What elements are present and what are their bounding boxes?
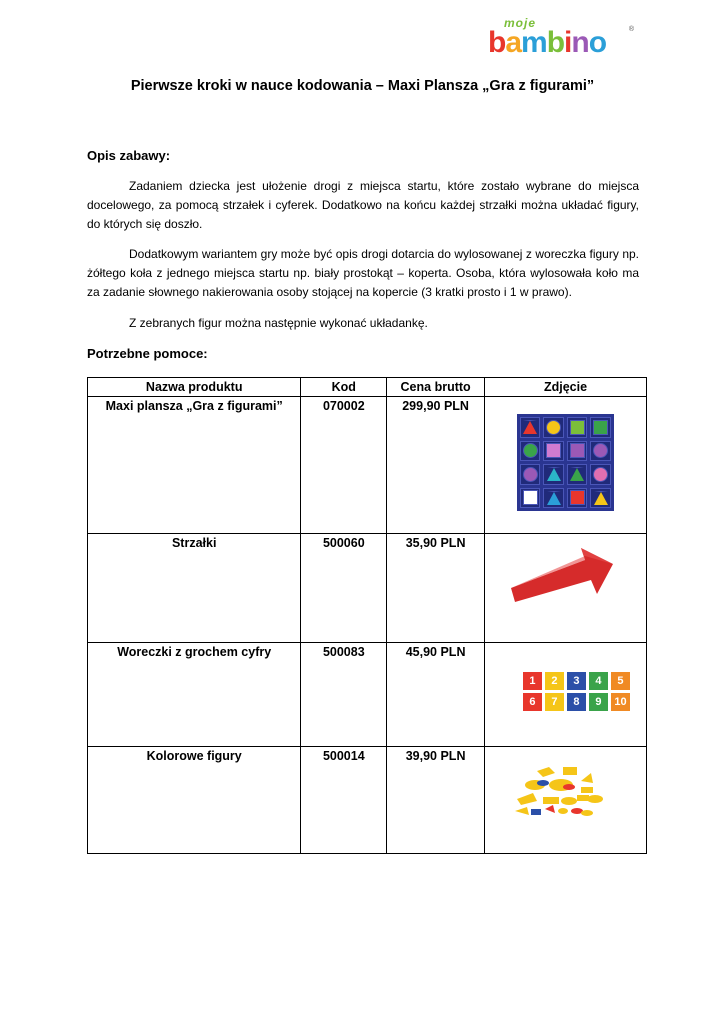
board-cell xyxy=(520,417,541,438)
shape-piece xyxy=(587,795,603,803)
board-circle-shape xyxy=(593,443,608,458)
board-cell xyxy=(567,417,588,438)
product-name: Maxi plansza „Gra z figurami” xyxy=(88,397,301,534)
header-product-name: Nazwa produktu xyxy=(88,378,301,397)
board-cell xyxy=(543,488,564,509)
board-cell xyxy=(543,417,564,438)
shape-piece xyxy=(581,810,593,816)
paragraph-text: Z zebranych figur można następnie wykonać układankę. xyxy=(129,316,428,330)
number-bags-photo xyxy=(485,643,646,711)
paragraph-text: Zadaniem dziecka jest ułożenie drogi z miejsca startu, które zostało wybrane do miejsca docelowego, za pomocą strzałek i cyferek. Dodatkowo na końcu każdej strzałki można układać figury, do których się doszło. xyxy=(87,179,639,231)
board-circle-shape xyxy=(523,467,538,482)
number-bag: 2 xyxy=(545,672,564,690)
shape-piece xyxy=(537,767,555,777)
board-cell xyxy=(567,488,588,509)
header-code: Kod xyxy=(301,378,387,397)
logo-moje-text: moje xyxy=(504,16,537,30)
table-row xyxy=(88,534,647,643)
product-photo-cell xyxy=(484,643,646,747)
shape-piece xyxy=(561,797,577,805)
shape-piece xyxy=(543,797,559,804)
number-bag: 1 xyxy=(523,672,542,690)
board-cell xyxy=(590,464,611,485)
board-cell xyxy=(520,441,541,462)
board-cell xyxy=(567,441,588,462)
board-circle-shape xyxy=(593,467,608,482)
board-square-shape xyxy=(523,490,538,505)
product-photo-cell xyxy=(484,747,646,854)
header-price: Cena brutto xyxy=(387,378,485,397)
section-heading-description: Opis zabawy: xyxy=(87,148,171,163)
board-triangle-shape xyxy=(547,467,561,481)
shape-piece xyxy=(515,807,529,815)
number-bag: 7 xyxy=(545,693,564,711)
shape-piece xyxy=(581,787,593,793)
logo-letter: m xyxy=(521,26,547,59)
number-bag: 9 xyxy=(589,693,608,711)
board-square-shape xyxy=(593,420,608,435)
paragraph-2 xyxy=(87,245,639,302)
product-price: 299,90 PLN xyxy=(387,397,485,534)
paragraph-3 xyxy=(87,314,639,333)
number-bag: 10 xyxy=(611,693,630,711)
shape-piece xyxy=(563,784,575,790)
product-price: 35,90 PLN xyxy=(387,534,485,643)
number-bag: 8 xyxy=(567,693,586,711)
number-bag: 3 xyxy=(567,672,586,690)
bambino-logo xyxy=(488,16,640,60)
shape-piece xyxy=(577,795,589,801)
board-cell xyxy=(543,441,564,462)
board-triangle-shape xyxy=(594,491,608,505)
shape-piece xyxy=(581,773,593,783)
number-bag: 6 xyxy=(523,693,542,711)
red-arrow-shape xyxy=(511,548,613,602)
board-cell xyxy=(590,488,611,509)
product-code: 500060 xyxy=(301,534,387,643)
product-name: Kolorowe figury xyxy=(88,747,301,854)
shape-piece xyxy=(531,809,541,815)
shape-piece xyxy=(517,793,537,805)
board-triangle-shape xyxy=(523,420,537,434)
products-table xyxy=(87,377,647,854)
logo-letter: a xyxy=(505,26,522,59)
shape-piece xyxy=(558,808,568,814)
table-row xyxy=(88,747,647,854)
logo-letter: i xyxy=(564,26,572,59)
board-circle-shape xyxy=(546,420,561,435)
arrow-photo xyxy=(485,534,645,614)
section-heading-materials: Potrzebne pomoce: xyxy=(87,346,208,361)
paragraph-1 xyxy=(87,177,639,234)
product-name: Strzałki xyxy=(88,534,301,643)
shape-piece xyxy=(537,780,549,786)
header-photo: Zdjęcie xyxy=(484,378,646,397)
shape-piece xyxy=(563,767,577,775)
board-square-shape xyxy=(570,443,585,458)
board-square-shape xyxy=(570,420,585,435)
board-cell xyxy=(590,441,611,462)
board-cell xyxy=(520,464,541,485)
product-photo-cell xyxy=(484,534,646,643)
board-triangle-shape xyxy=(570,467,584,481)
logo-letter: o xyxy=(588,26,607,59)
logo-letter: b xyxy=(488,26,506,59)
product-photo-cell xyxy=(484,397,646,534)
board-square-shape xyxy=(570,490,585,505)
logo-letter: n xyxy=(571,26,589,59)
product-price: 39,90 PLN xyxy=(387,747,485,854)
page-title: Pierwsze kroki w nauce kodowania – Maxi Plansza „Gra z figurami” xyxy=(130,78,595,94)
board-triangle-shape xyxy=(547,491,561,505)
board-circle-shape xyxy=(523,443,538,458)
product-name: Woreczki z grochem cyfry xyxy=(88,643,301,747)
product-price: 45,90 PLN xyxy=(387,643,485,747)
registered-mark: ® xyxy=(628,26,634,33)
number-bag: 5 xyxy=(611,672,630,690)
table-row xyxy=(88,643,647,747)
table-row xyxy=(88,397,647,534)
product-code: 500083 xyxy=(301,643,387,747)
shape-piece xyxy=(545,805,555,813)
board-photo xyxy=(517,414,614,511)
board-cell xyxy=(543,464,564,485)
board-cell xyxy=(567,464,588,485)
product-code: 070002 xyxy=(301,397,387,534)
number-bag: 4 xyxy=(589,672,608,690)
shapes-photo xyxy=(485,747,645,847)
product-code: 500014 xyxy=(301,747,387,854)
board-cell xyxy=(520,488,541,509)
logo-letter: b xyxy=(546,26,565,59)
logo-bambino-text xyxy=(488,26,606,60)
table-header-row xyxy=(88,378,647,397)
board-cell xyxy=(590,417,611,438)
paragraph-text: Dodatkowym wariantem gry może być opis drogi dotarcia do wylosowanej z woreczka figury np. żółtego koła z jednego miejsca startu np. biały prostokąt – koperta. Osoba, która wylosowała koło ma za zadanie słownego nakierowania osoby stojącej na kopercie (3 kratki prosto i 1 w prawo). xyxy=(87,247,639,299)
board-square-shape xyxy=(546,443,561,458)
